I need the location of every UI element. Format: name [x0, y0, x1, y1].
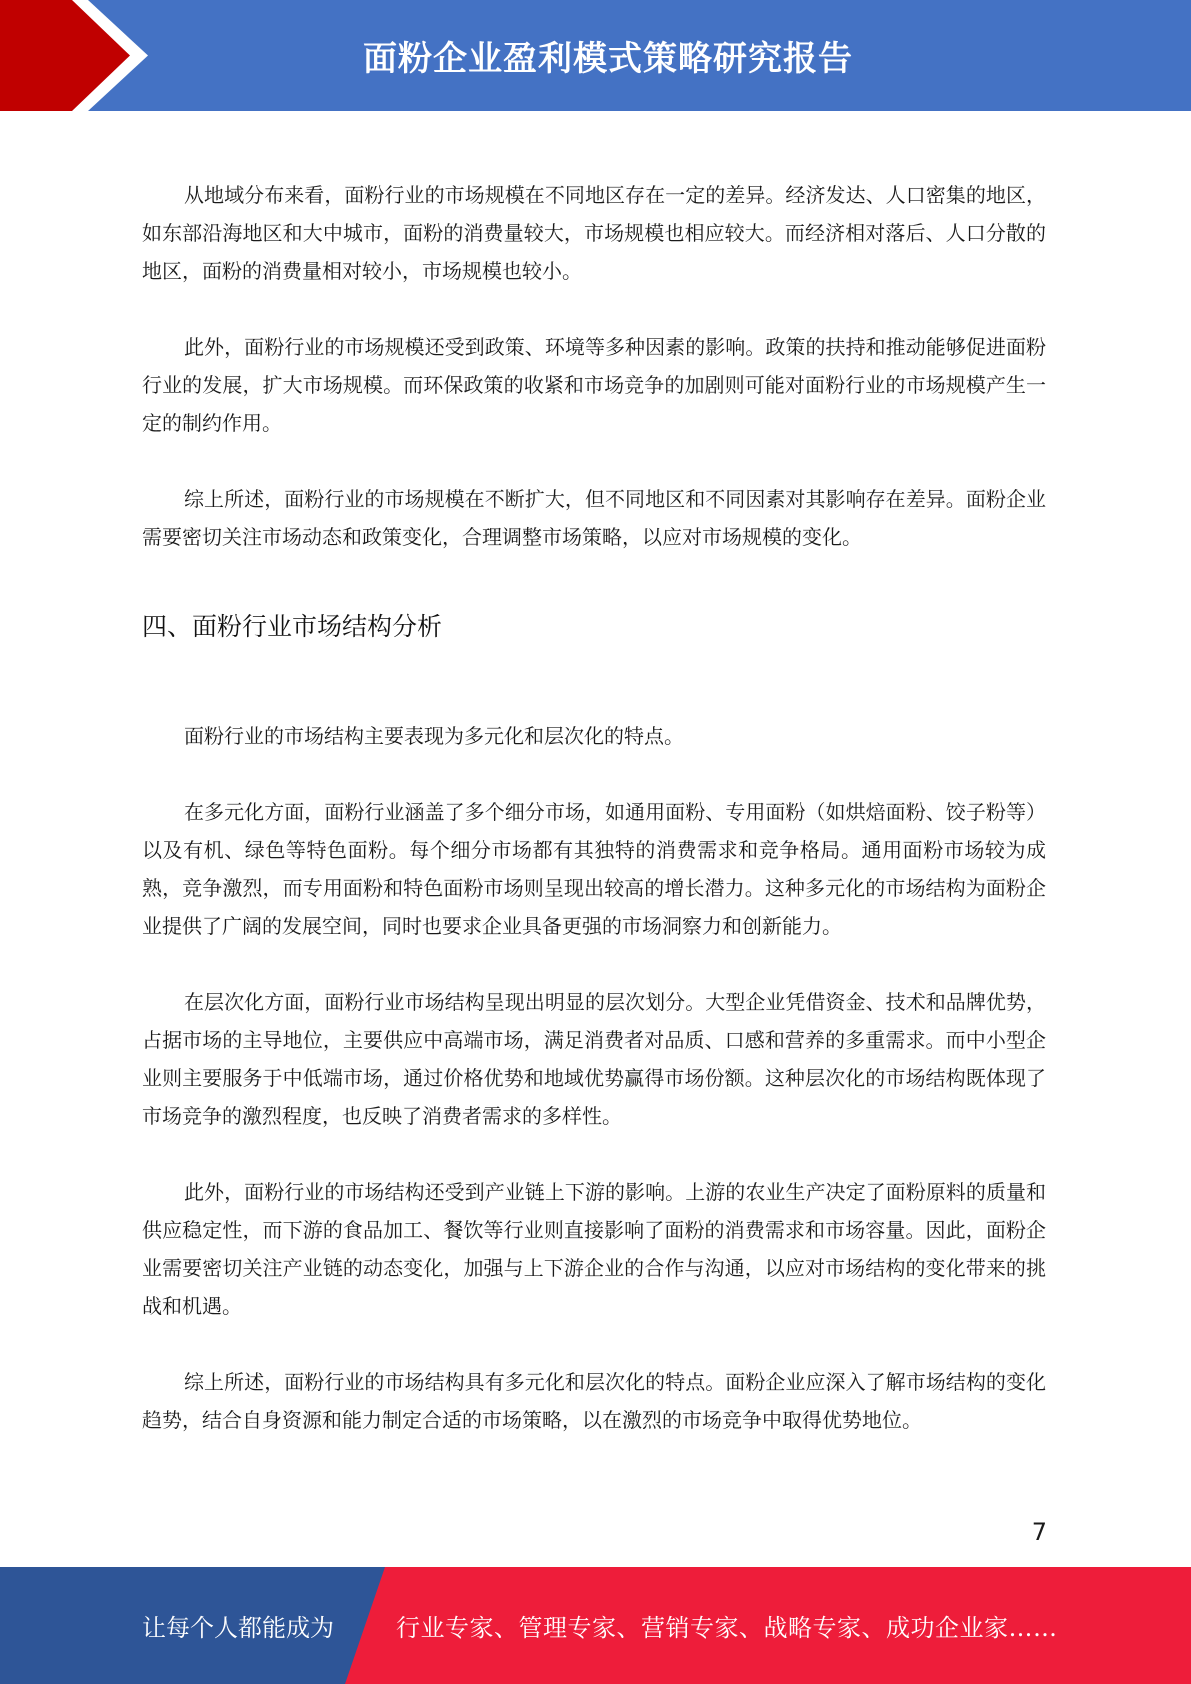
header-title: 面粉企业盈利模式策略研究报告	[363, 39, 853, 79]
footer-slogan-right: 行业专家、管理专家、营销专家、战略专家、成功企业家……	[396, 1614, 1058, 1642]
page-number: 7	[1031, 1518, 1047, 1546]
paragraph: 从地域分布来看，面粉行业的市场规模在不同地区存在一定的差异。经济发达、人口密集的地区，如东部沿海地区和大中城市，面粉的消费量较大，市场规模也相应较大。而经济相对落后、人口分散的地区，面粉的消费量相对较小，市场规模也较小。	[142, 183, 1046, 283]
paragraph: 此外，面粉行业的市场规模还受到政策、环境等多种因素的影响。政策的扶持和推动能够促进面粉行业的发展，扩大市场规模。而环保政策的收紧和市场竞争的加剧则可能对面粉行业的市场规模产生一定的制约作用。	[142, 335, 1046, 435]
paragraph: 在多元化方面，面粉行业涵盖了多个细分市场，如通用面粉、专用面粉（如烘焙面粉、饺子粉等）以及有机、绿色等特色面粉。每个细分市场都有其独特的消费需求和竞争格局。通用面粉市场较为成熟，竞争激烈，而专用面粉和特色面粉市场则呈现出较高的增长潜力。这种多元化的市场结构为面粉企业提供了广阔的发展空间，同时也要求企业具备更强的市场洞察力和创新能力。	[142, 800, 1046, 938]
paragraph: 面粉行业的市场结构主要表现为多元化和层次化的特点。	[184, 724, 684, 748]
paragraph: 综上所述，面粉行业的市场规模在不断扩大，但不同地区和不同因素对其影响存在差异。面粉企业需要密切关注市场动态和政策变化，合理调整市场策略，以应对市场规模的变化。	[142, 487, 1046, 549]
paragraph: 在层次化方面，面粉行业市场结构呈现出明显的层次划分。大型企业凭借资金、技术和品牌优势，占据市场的主导地位，主要供应中高端市场，满足消费者对品质、口感和营养的多重需求。而中小型企业则主要服务于中低端市场，通过价格优势和地域优势赢得市场份额。这种层次化的市场结构既体现了市场竞争的激烈程度，也反映了消费者需求的多样性。	[142, 990, 1046, 1128]
paragraph: 此外，面粉行业的市场结构还受到产业链上下游的影响。上游的农业生产决定了面粉原料的质量和供应稳定性，而下游的食品加工、餐饮等行业则直接影响了面粉的消费需求和市场容量。因此，面粉企业需要密切关注产业链的动态变化，加强与上下游企业的合作与沟通，以应对市场结构的变化带来的挑战和机遇。	[142, 1180, 1046, 1318]
section-heading: 四、面粉行业市场结构分析	[142, 612, 443, 641]
footer-slogan-left: 让每个人都能成为	[142, 1614, 334, 1642]
document-body	[142, 176, 1046, 1439]
page-header	[0, 0, 1191, 111]
paragraph: 综上所述，面粉行业的市场结构具有多元化和层次化的特点。面粉企业应深入了解市场结构的变化趋势，结合自身资源和能力制定合适的市场策略，以在激烈的市场竞争中取得优势地位。	[142, 1370, 1046, 1432]
page-footer	[0, 1567, 1191, 1684]
